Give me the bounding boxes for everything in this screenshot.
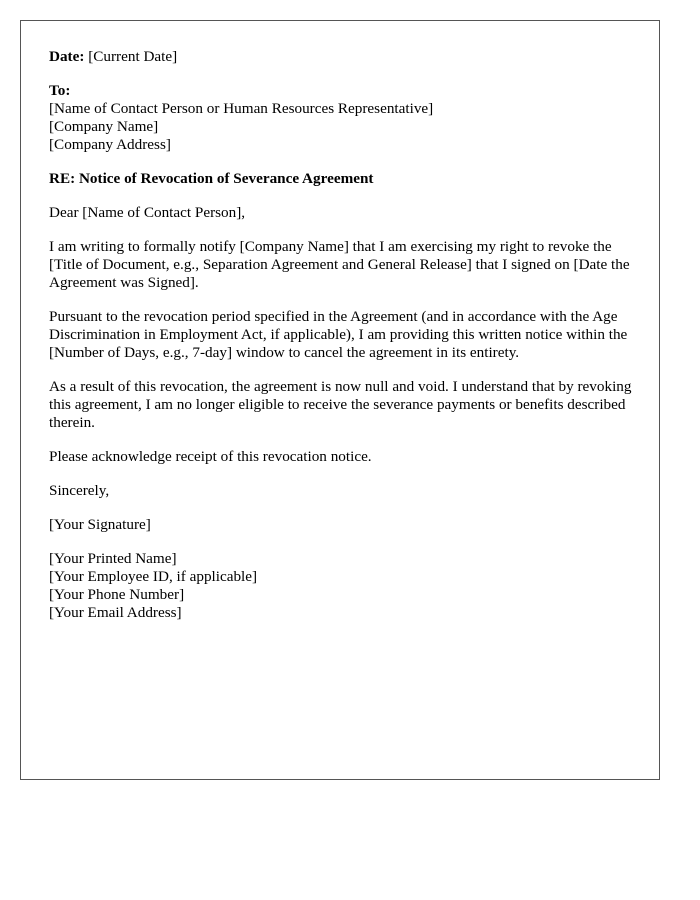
subject-line: RE: Notice of Revocation of Severance Agreement <box>49 170 374 187</box>
recipient-name: [Name of Contact Person or Human Resources Representative] <box>49 100 434 117</box>
date-label: Date: <box>49 48 85 65</box>
recipient-block <box>49 82 639 154</box>
recipient-address: [Company Address] <box>49 136 171 153</box>
letter-body <box>49 48 639 638</box>
sender-employee-id: [Your Employee ID, if applicable] <box>49 568 258 585</box>
recipient-label: To: <box>49 82 71 99</box>
paragraph-result: As a result of this revocation, the agreement is now null and void. I understand that by revoking this agreement, I am no longer eligible to receive the severance payments or benefits described therein. <box>49 378 632 431</box>
closing: Sincerely, <box>49 482 110 499</box>
letter-frame <box>20 20 660 780</box>
signature: [Your Signature] <box>49 516 151 533</box>
date-value: [Current Date] <box>88 48 178 65</box>
sender-email: [Your Email Address] <box>49 604 182 621</box>
sender-printed-name: [Your Printed Name] <box>49 550 177 567</box>
paragraph-pursuant: Pursuant to the revocation period specified in the Agreement (and in accordance with the Age Discrimination in Employment Act, if applicable), I am providing this written notice within the [Number of Days, e.g., 7-day] window to cancel the agreement in its entirety. <box>49 308 628 361</box>
paragraph-notice: I am writing to formally notify [Company Name] that I am exercising my right to revoke the [Title of Document, e.g., Separation Agreement and General Release] that I signed on [Date the Agreement was Signed]. <box>49 238 630 291</box>
sender-phone: [Your Phone Number] <box>49 586 185 603</box>
recipient-company: [Company Name] <box>49 118 159 135</box>
sender-block <box>49 550 639 622</box>
date-line <box>49 48 639 66</box>
paragraph-acknowledge: Please acknowledge receipt of this revocation notice. <box>49 448 372 465</box>
salutation: Dear [Name of Contact Person], <box>49 204 246 221</box>
